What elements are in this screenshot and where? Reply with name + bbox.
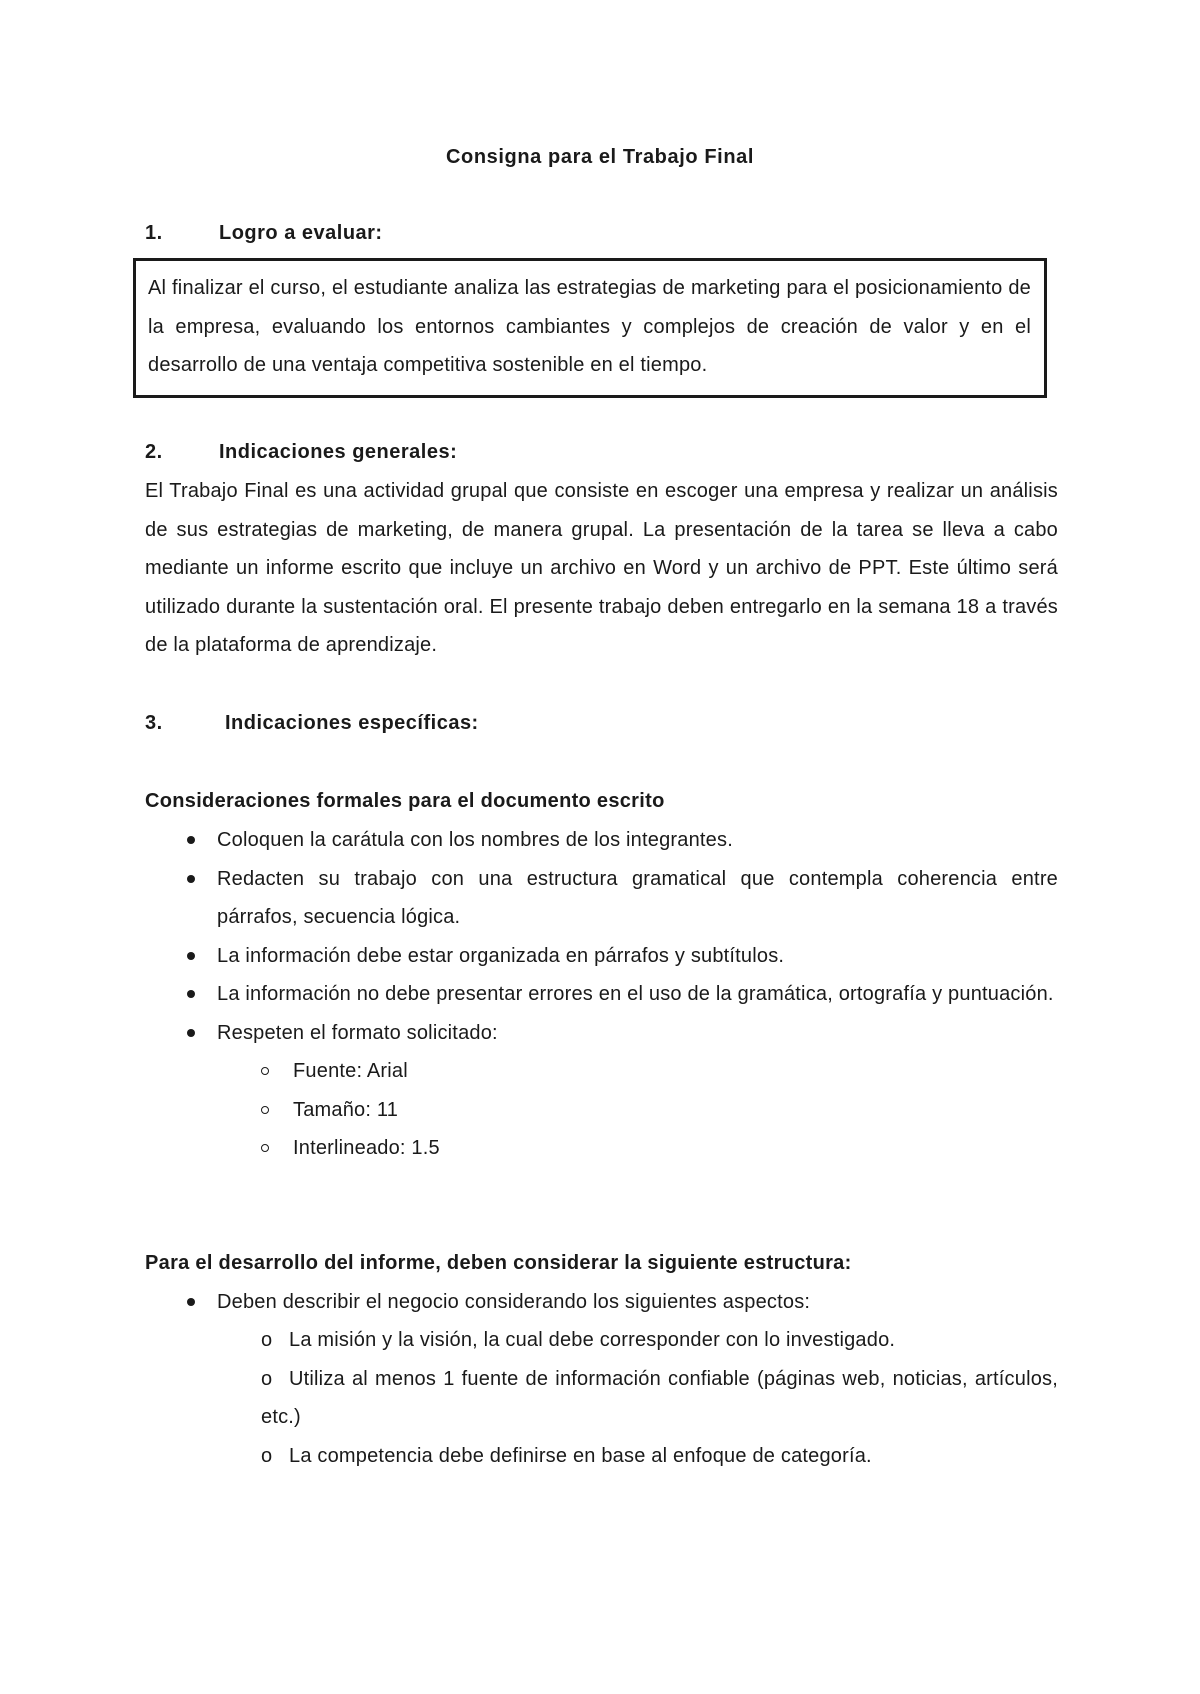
section-3-title: Indicaciones específicas: [225, 712, 479, 734]
general-instructions-paragraph: El Trabajo Final es una actividad grupal que consiste en escoger una empresa y realizar un análisis de sus estrategias de marketing, de manera grupal. La presentación de la tarea se lleva a cabo mediante un informe escrito que incluye un archivo en Word y un archivo de PPT. Este último será utilizado durante la sustentación oral. El presente trabajo deben entregarlo en la semana 18 a través de la plataforma de aprendizaje. [145, 480, 1058, 656]
hollow-bullet-icon [261, 1067, 269, 1075]
section-1-title: Logro a evaluar: [219, 222, 383, 244]
list-item: Redacten su trabajo con una estructura gramatical que contempla coherencia entre párrafos, secuencia lógica. [145, 860, 1058, 937]
section-2-title: Indicaciones generales: [219, 441, 458, 463]
section-1-number: 1. [145, 222, 163, 244]
structure-sub-item: o Utiliza al menos 1 fuente de información confiable (páginas web, noticias, artículos, etc.) [217, 1360, 1058, 1437]
list-item: La información debe estar organizada en párrafos y subtítulos. [145, 937, 1058, 976]
format-list [217, 1052, 1058, 1168]
formal-considerations-list [145, 821, 1058, 1168]
structure-sub-item: o La misión y la visión, la cual debe corresponder con lo investigado. [217, 1321, 1058, 1360]
section-3-heading [145, 712, 479, 735]
hollow-bullet-icon [261, 1106, 269, 1114]
bullet-icon [187, 990, 195, 998]
formal-considerations-subheading: Consideraciones formales para el documento escrito [145, 790, 665, 812]
bullet-icon [187, 836, 195, 844]
format-item: Interlineado: 1.5 [217, 1129, 1058, 1168]
list-item: Respeten el formato solicitado: Fuente: Arial Tamaño: 11 Interlineado: 1.5 [145, 1014, 1058, 1168]
o-marker-icon: o [261, 1329, 273, 1351]
document-title: Consigna para el Trabajo Final [445, 146, 755, 168]
structure-subheading: Para el desarrollo del informe, deben considerar la siguiente estructura: [145, 1252, 852, 1274]
learning-outcome-box: Al finalizar el curso, el estudiante analiza las estrategias de marketing para el posicionamiento de la empresa, evaluando los entornos cambiantes y complejos de creación de valor y en el desarrollo de una ventaja competitiva sostenible en el tiempo. [133, 258, 1047, 398]
structure-sub-item: o La competencia debe definirse en base al enfoque de categoría. [217, 1437, 1058, 1476]
bullet-icon [187, 1029, 195, 1037]
structure-list [145, 1283, 1058, 1322]
hollow-bullet-icon [261, 1144, 269, 1152]
section-3-number: 3. [145, 712, 163, 734]
format-item: Fuente: Arial [217, 1052, 1058, 1091]
bullet-icon [187, 1298, 195, 1306]
list-item: Coloquen la carátula con los nombres de los integrantes. [145, 821, 1058, 860]
o-marker-icon: o [261, 1444, 273, 1467]
bullet-icon [187, 875, 195, 883]
structure-sub-list [217, 1321, 1058, 1475]
section-2-number: 2. [145, 441, 163, 463]
section-1-heading [145, 222, 383, 245]
format-item: Tamaño: 11 [217, 1091, 1058, 1130]
o-marker-icon: o [261, 1367, 273, 1390]
section-2-heading [145, 441, 457, 464]
list-item: La información no debe presentar errores en el uso de la gramática, ortografía y puntuación. [145, 975, 1058, 1014]
list-item: Deben describir el negocio considerando los siguientes aspectos: [145, 1283, 1058, 1322]
bullet-icon [187, 952, 195, 960]
